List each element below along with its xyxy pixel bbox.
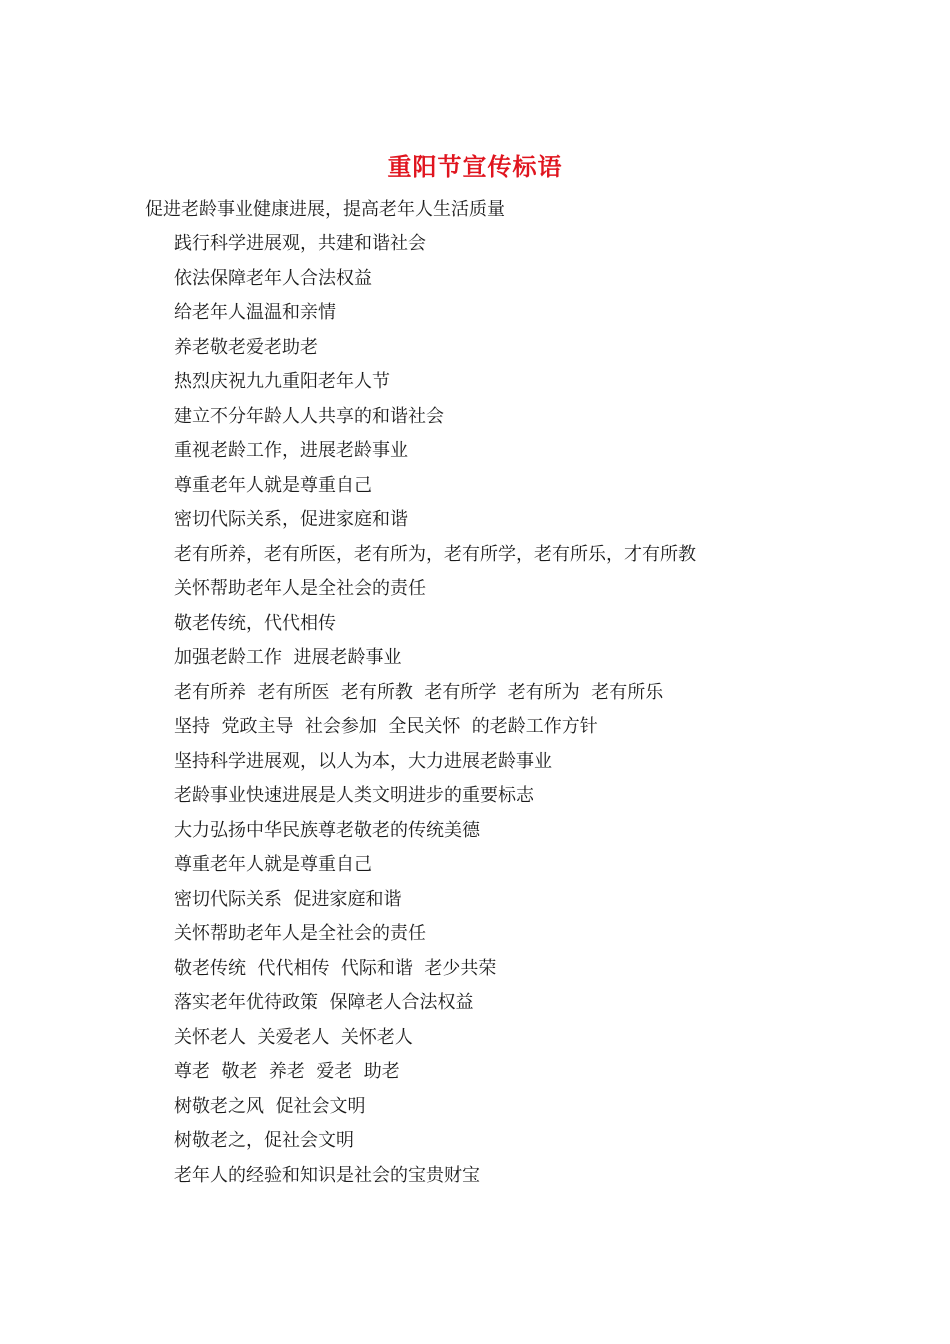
slogan-item: 重视老龄工作，进展老龄事业 [174, 440, 408, 461]
slogan-item: 大力弘扬中华民族尊老敬老的传统美德 [174, 819, 480, 841]
slogan-item: 尊重老年人就是尊重自己 [174, 474, 372, 496]
slogan-item: 坚持 党政主导 社会参加 全民关怀 的老龄工作方针 [174, 716, 598, 737]
slogan-item: 密切代际关系 促进家庭和谐 [174, 888, 402, 910]
slogan-item: 关怀帮助老年人是全社会的责任 [174, 923, 426, 944]
document-title: 重阳节宣传标语 [387, 152, 563, 181]
slogan-item: 树敬老之，促社会文明 [174, 1130, 354, 1151]
slogan-item: 老有所养，老有所医，老有所为，老有所学，老有所乐，才有所教 [174, 543, 696, 565]
slogan-item: 坚持科学进展观，以人为本，大力进展老龄事业 [174, 750, 552, 772]
slogan-item: 给老年人温温和亲情 [174, 302, 336, 323]
slogan-item: 尊重老年人就是尊重自己 [174, 854, 372, 875]
slogan-item: 落实老年优待政策 保障老人合法权益 [174, 992, 474, 1013]
slogan-item: 老年人的经验和知识是社会的宝贵财宝 [174, 1164, 480, 1186]
slogan-list [174, 230, 696, 1196]
slogan-item: 老龄事业快速进展是人类文明进步的重要标志 [174, 785, 534, 806]
slogan-item: 践行科学进展观，共建和谐社会 [174, 233, 426, 254]
slogan-item: 关怀帮助老年人是全社会的责任 [174, 578, 426, 599]
slogan-item: 养老敬老爱老助老 [174, 336, 318, 358]
slogan-item: 加强老龄工作 进展老龄事业 [174, 647, 402, 668]
intro-line: 促进老龄事业健康进展，提高老年人生活质量 [145, 199, 505, 220]
slogan-item: 敬老传统，代代相传 [174, 612, 336, 634]
slogan-item: 关怀老人 关爱老人 关怀老人 [174, 1026, 413, 1048]
slogan-item: 树敬老之风 促社会文明 [174, 1095, 366, 1117]
slogan-item: 密切代际关系，促进家庭和谐 [174, 509, 408, 530]
slogan-item: 建立不分年龄人人共享的和谐社会 [174, 405, 444, 427]
slogan-item: 尊老 敬老 养老 爱老 助老 [174, 1061, 400, 1082]
slogan-item: 热烈庆祝九九重阳老年人节 [174, 371, 390, 392]
slogan-item: 老有所养 老有所医 老有所教 老有所学 老有所为 老有所乐 [174, 681, 664, 703]
slogan-item: 敬老传统 代代相传 代际和谐 老少共荣 [174, 957, 497, 979]
slogan-item: 依法保障老年人合法权益 [174, 267, 372, 289]
